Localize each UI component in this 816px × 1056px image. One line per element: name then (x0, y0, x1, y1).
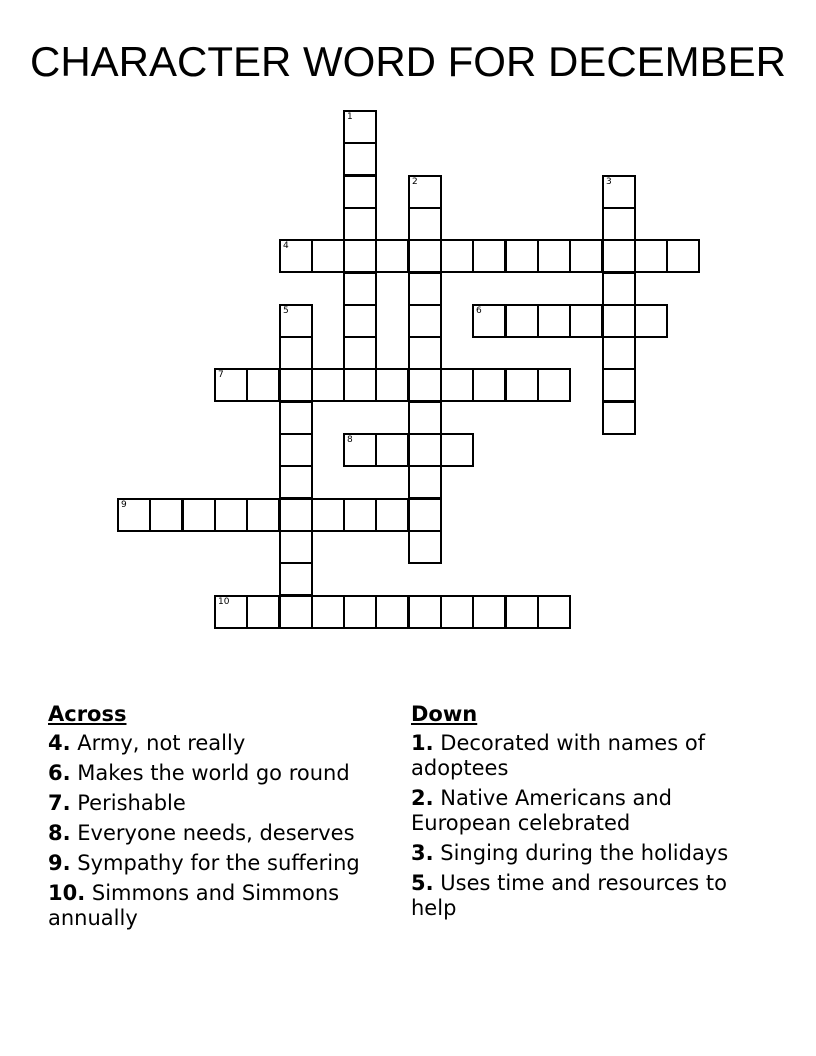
grid-cell[interactable] (343, 175, 377, 209)
across-clue (48, 761, 393, 786)
clue-number-label: 2. (411, 786, 434, 810)
clue-text: Makes the world go round (70, 761, 350, 785)
clue-text: Simmons and Simmons annually (48, 881, 340, 930)
clue-text: Decorated with names of adoptees (411, 731, 706, 780)
grid-cell[interactable] (246, 368, 280, 402)
clue-number-label: 5. (411, 871, 434, 895)
grid-cell[interactable] (408, 272, 442, 306)
down-clue (411, 731, 741, 781)
grid-cell[interactable] (537, 368, 571, 402)
clue-number: 7 (218, 370, 224, 380)
clue-number: 1 (347, 112, 353, 122)
grid-cell[interactable] (408, 175, 442, 209)
grid-cell[interactable] (408, 304, 442, 338)
across-clue (48, 821, 393, 846)
down-clues (411, 702, 741, 926)
clue-number: 6 (476, 306, 482, 316)
clue-number: 5 (283, 306, 289, 316)
clue-number: 9 (121, 500, 127, 510)
grid-cell[interactable] (602, 401, 636, 435)
grid-cell[interactable] (343, 433, 377, 467)
across-clue (48, 881, 393, 931)
grid-cell[interactable] (343, 498, 377, 532)
grid-cell[interactable] (311, 595, 345, 629)
grid-cell[interactable] (440, 595, 474, 629)
grid-cell[interactable] (375, 239, 409, 273)
grid-cell[interactable] (279, 239, 313, 273)
clue-number-label: 9. (48, 851, 71, 875)
grid-cell[interactable] (279, 530, 313, 564)
grid-cell[interactable] (279, 368, 313, 402)
grid-cell[interactable] (569, 304, 603, 338)
grid-cell[interactable] (472, 368, 506, 402)
grid-cell[interactable] (408, 401, 442, 435)
grid-cell[interactable] (666, 239, 700, 273)
grid-cell[interactable] (472, 239, 506, 273)
clue-number-label: 6. (48, 761, 71, 785)
clue-number: 10 (218, 597, 230, 607)
clue-number-label: 7. (48, 791, 71, 815)
grid-cell[interactable] (505, 239, 539, 273)
grid-cell[interactable] (343, 595, 377, 629)
clue-text: Uses time and resources to help (411, 871, 727, 920)
grid-cell[interactable] (279, 336, 313, 370)
grid-cell[interactable] (408, 498, 442, 532)
clue-number-label: 10. (48, 881, 86, 905)
grid-cell[interactable] (149, 498, 183, 532)
clue-number: 8 (347, 435, 353, 445)
across-clues (48, 702, 393, 936)
grid-cell[interactable] (117, 498, 151, 532)
grid-cell[interactable] (279, 433, 313, 467)
grid-cell[interactable] (343, 272, 377, 306)
grid-cell[interactable] (279, 465, 313, 499)
grid-cell[interactable] (311, 239, 345, 273)
grid-cell[interactable] (375, 368, 409, 402)
clue-number-label: 1. (411, 731, 434, 755)
grid-cell[interactable] (182, 498, 216, 532)
grid-cell[interactable] (505, 595, 539, 629)
grid-cell[interactable] (440, 433, 474, 467)
grid-cell[interactable] (472, 595, 506, 629)
grid-cell[interactable] (214, 498, 248, 532)
down-heading: Down (411, 702, 478, 726)
grid-cell[interactable] (279, 401, 313, 435)
clue-text: Perishable (70, 791, 186, 815)
grid-cell[interactable] (634, 239, 668, 273)
grid-cell[interactable] (602, 207, 636, 241)
grid-cell[interactable] (408, 465, 442, 499)
grid-cell[interactable] (214, 595, 248, 629)
down-clue (411, 786, 741, 836)
grid-cell[interactable] (440, 368, 474, 402)
clue-number: 4 (283, 241, 289, 251)
grid-cell[interactable] (408, 207, 442, 241)
clue-number-label: 8. (48, 821, 71, 845)
clue-text: Everyone needs, deserves (70, 821, 355, 845)
grid-cell[interactable] (408, 368, 442, 402)
grid-cell[interactable] (375, 433, 409, 467)
across-heading: Across (48, 702, 127, 726)
across-clue (48, 731, 393, 756)
clue-text: Singing during the holidays (433, 841, 729, 865)
grid-cell[interactable] (311, 368, 345, 402)
across-clue (48, 791, 393, 816)
grid-cell[interactable] (343, 368, 377, 402)
grid-cell[interactable] (602, 272, 636, 306)
grid-cell[interactable] (279, 562, 313, 596)
grid-cell[interactable] (602, 239, 636, 273)
clue-number: 3 (606, 177, 612, 187)
grid-cell[interactable] (408, 336, 442, 370)
grid-cell[interactable] (343, 304, 377, 338)
grid-cell[interactable] (602, 175, 636, 209)
grid-cell[interactable] (408, 433, 442, 467)
grid-cell[interactable] (408, 595, 442, 629)
grid-cell[interactable] (505, 304, 539, 338)
grid-cell[interactable] (279, 304, 313, 338)
grid-cell[interactable] (311, 498, 345, 532)
down-clue (411, 841, 741, 866)
clue-number: 2 (412, 177, 418, 187)
grid-cell[interactable] (246, 595, 280, 629)
grid-cell[interactable] (472, 304, 506, 338)
across-clue (48, 851, 393, 876)
grid-cell[interactable] (343, 142, 377, 176)
grid-cell[interactable] (569, 239, 603, 273)
grid-cell[interactable] (440, 239, 474, 273)
grid-cell[interactable] (602, 336, 636, 370)
grid-cell[interactable] (408, 239, 442, 273)
grid-cell[interactable] (408, 530, 442, 564)
clue-text: Native Americans and European celebrated (411, 786, 672, 835)
grid-cell[interactable] (602, 368, 636, 402)
grid-cell[interactable] (375, 498, 409, 532)
grid-cell[interactable] (246, 498, 280, 532)
clue-number-label: 4. (48, 731, 71, 755)
grid-cell[interactable] (634, 304, 668, 338)
grid-cell[interactable] (343, 110, 377, 144)
clue-number-label: 3. (411, 841, 434, 865)
grid-cell[interactable] (537, 595, 571, 629)
down-clue (411, 871, 741, 921)
grid-cell[interactable] (375, 595, 409, 629)
grid-cell[interactable] (343, 207, 377, 241)
grid-cell[interactable] (505, 368, 539, 402)
grid-cell[interactable] (537, 304, 571, 338)
grid-cell[interactable] (279, 595, 313, 629)
grid-cell[interactable] (279, 498, 313, 532)
clue-text: Army, not really (70, 731, 246, 755)
grid-cell[interactable] (343, 336, 377, 370)
clue-text: Sympathy for the suffering (70, 851, 360, 875)
grid-cell[interactable] (537, 239, 571, 273)
grid-cell[interactable] (602, 304, 636, 338)
page-title: CHARACTER WORD FOR DECEMBER (29, 38, 787, 85)
grid-cell[interactable] (343, 239, 377, 273)
grid-cell[interactable] (214, 368, 248, 402)
